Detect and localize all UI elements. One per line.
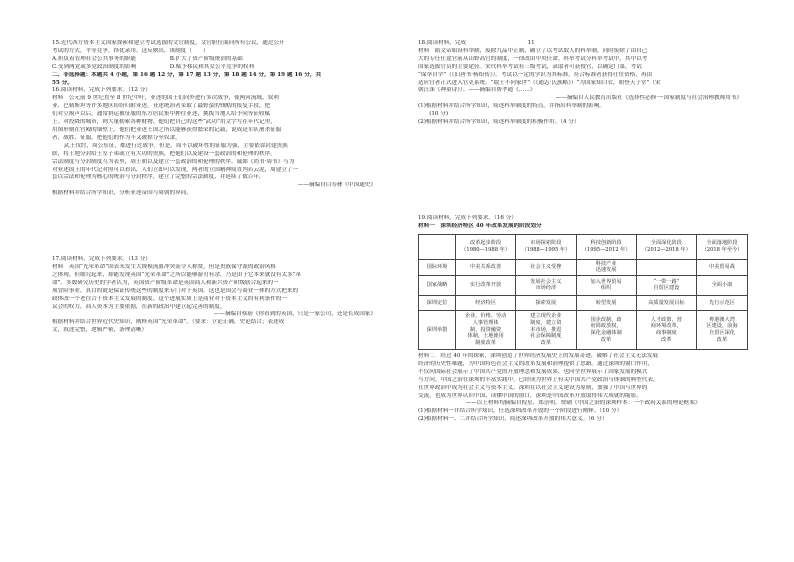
table-row xyxy=(419,310,748,349)
table-header-cell: 改革起步阶段 （1980—1988 年） xyxy=(456,234,516,259)
table-cell: 国家战略 xyxy=(419,275,456,295)
material-2-line: 材料二 经过 40 年的探索，深圳创造了世界经济发展史上的发展奇迹，破解了社会主义无法发展 xyxy=(418,352,659,359)
stages-table xyxy=(418,234,748,350)
q18-heading: 18.阅读材料，完成 11 xyxy=(418,40,535,46)
material-2-line: 在世界政治中成为社会主义与资本主义。深圳在以社会主义建设为原则，加强了中国与世界的 xyxy=(418,384,648,391)
table-cell xyxy=(636,259,696,275)
q16-material-line: 材料 公元前 9 世纪直至 8 世纪中叶，亚述的国王们向外进行多次战争，使两河流域、叙利 xyxy=(52,95,279,102)
q17-task-line: 文，叙述完整，逻辑严密，条理清晰） xyxy=(52,327,148,334)
q16-heading: 16.阅读材料，完成下列要求。（12 分） xyxy=(52,87,151,94)
table-header-cell xyxy=(419,234,456,259)
table-cell: 加入世界贸易 组织 xyxy=(576,275,636,295)
table-header-cell: 科技创新阶段 （1995—2012 年） xyxy=(576,234,636,259)
table-cell: 建立现代企业 制度，建立资 本市场，推进 社会保障制度 改革 xyxy=(516,310,576,349)
question-17 xyxy=(52,256,382,335)
q18-material-line: 朝汪洙《神童诗》）。——摘编自费孝通《……》 xyxy=(418,87,536,94)
q17-material-line: 议会的权力，商人资本为主要依据，在新的政治中建立起完善的制度。 xyxy=(52,303,226,310)
q17-material-line: 之体现。但细究起来，却能发现英国“光荣革命”之所以能够游刃有余，乃是由于它本来就没有太多“革 xyxy=(52,271,302,278)
table-cell: 国企改制，政 府简政放权， 深化金融体制 改革 xyxy=(576,310,636,349)
q16-material-line: 宗法制度与分封制度互为表里，周王朝以及建立一套政治的和伦理的秩序。诚如《尚书·周书》与为 xyxy=(52,158,295,165)
table-cell: 粤港澳大湾 区建设，前海 自贸区深化 改革 xyxy=(697,310,748,349)
table-row xyxy=(419,275,748,295)
table-row xyxy=(419,259,748,275)
q16-material-line: 联，将土地分封给王室子弟或立有大功的贵族，把他们以及建设一套政治的和伦理的秩序。 xyxy=(52,150,276,157)
table-cell: 转型发展 xyxy=(576,295,636,310)
table-cell: 中美贸易战 xyxy=(697,259,748,275)
q16-material-line: 用图形刻在宫殿的墙壁上。他们把亚述王国之所以能够获得繁荣的记载，说成是军队屠杀征服 xyxy=(52,126,282,133)
q15-option-line: A.担负着管理社会公共事务的职能 B.扩大了资产阶级统治的基础 xyxy=(52,55,243,62)
table-cell: 社会主义受挫 xyxy=(516,259,576,275)
q17-heading: 17.阅读材料，完成下列要求。（13 分） xyxy=(52,256,151,263)
question-18 xyxy=(418,40,748,127)
q17-material-line: 命”。多数研究历史的学者认为，英国资产阶级革命是英国商人和新兴资产阶级联合起来的一 xyxy=(52,279,279,286)
table-cell: “一带一路” 自贸区建设 xyxy=(636,275,696,295)
q15-line: 15.近代西方资本主义国家探索和建立考试选拔的文官制度，文官职位面向所有公民，通过公开 xyxy=(52,40,285,46)
table-cell: 高质量发展目标 xyxy=(636,295,696,310)
q18-material-line: “保举自学”（《旧唐书·杨绾传》）。考试以一定的学识为其标准，符合标准者获得仕宦资格，再由 xyxy=(418,71,653,78)
table-cell: 全面小康 xyxy=(697,275,748,295)
question-15 xyxy=(52,40,382,72)
material-2-line: 经济的历史性难题，为中国特色社会主义的改革发展和治理提供了思路。通过深圳的窗口作用， xyxy=(418,360,653,367)
q18-material-line: 适应官者正式进入官吏系统。“取士不问家世”（《通志·氏族略》）“为国家知白衣，朝登天子堂”（宋 xyxy=(418,79,661,86)
section-2-line: 55 分。 xyxy=(52,79,73,86)
q19-task-line: (1)根据材料一并结合所学知识，任选深圳改革开放的一个阶段进行阐释。（10 分） xyxy=(418,408,623,415)
q16-material-line: 武王伐纣，周公东征，都进行过战争。但是，周不以破坏性的征服为强，主要依靠封建贵族 xyxy=(64,142,288,149)
table-header-cell: 全面深化阶段 （2012—2018 年） xyxy=(636,234,696,259)
q18-task-line: (2)根据材料并结合所学知识，简述科举制度的积极作用。（4 分） xyxy=(418,119,580,126)
q17-source: ——摘编自蔡蔚《你看到的英国，只是一家公司，还是长成国家》 xyxy=(213,311,376,318)
table-header-cell: 市场探索阶段 （1988—1995 年） xyxy=(516,234,576,259)
table-cell: 中美关系改善 xyxy=(456,259,516,275)
material-2-line: 交流，也成为世界认识中国、读懂中国的窗口，深圳是中国改革开放取得伟大成就的缩影。 xyxy=(418,392,642,399)
table-caption: 材料一 深圳经济特区 40 年改革发展的阶段划分 xyxy=(418,222,542,229)
table-row xyxy=(419,295,748,310)
q17-task-line: 根据材料并结合世界近代史知识，阐释英国“光荣革命”。（要求：立论正确，史论结合；表述成 xyxy=(52,319,285,326)
q15-option-line: C.受到两党或多党政治制度的影响 D.赋予移民和其女公平竞争的权利 xyxy=(52,63,255,70)
table-cell: 深圳举措 xyxy=(419,310,456,349)
q18-task-line: (10 分) xyxy=(418,111,449,118)
q17-material-line: 材料 英国“光荣革命”固表未发生大规模流血冲突而令人称赞，但是贵族保守派的政治风格 xyxy=(52,264,276,271)
table-cell: 发展社会主义 市场经济 xyxy=(516,275,576,295)
material-2-line: 与方向。中国之治在深圳的丰富实践中，已经成为世界上有关中国共产党政治与体制的典型代表， xyxy=(418,376,659,383)
q16-task: 根据材料并结合所学知识，分析亚述帝国与周朝的异同。 xyxy=(52,190,192,197)
q16-material-line: 亚、巴勒斯坦等许多地区纷纷归附亚述。亚述统治者采取了最野蛮的残酷的报复手段，把 xyxy=(52,103,271,110)
table-header-row xyxy=(419,234,748,259)
q17-material-line: 项冒险事业，真目的就是保证传统这些的制度来专门对于英国，这也是国会与商业一体的方式把来的 xyxy=(52,287,299,294)
table-cell: 国际环境 xyxy=(419,259,456,275)
table-cell: 深圳定位 xyxy=(419,295,456,310)
material-2-line: 不仅向国际社会展示了中国共产党的开放理念和发展成果，也向全世界展示了国家发展的模式 xyxy=(418,368,648,375)
q18-material-line: 材料 隋文帝始设科举制，废除九品中正制，确立了以考试取人的科举制，同时废除了由自己 xyxy=(418,47,648,54)
table-cell: 企业、价格、劳动 人事管理体 制，投资融资 体制，土地使用 制度改革 xyxy=(456,310,516,349)
table-cell: 科技产业 迅速发展 xyxy=(576,259,636,275)
question-16 xyxy=(52,87,382,198)
q16-material-line: 套以宗法和伦理为核心的统治与分封秩序，建立了完整的宗法制度，并延续了数百年。 xyxy=(52,174,265,181)
table-cell: 先行示范区 xyxy=(697,295,748,310)
table-cell: 经济特区 xyxy=(456,295,516,310)
q18-material-line: 国家选拔官员的主要途径。宋代科举考试有三级考试，录取者可获授官，以确定门第，考试 xyxy=(418,63,642,70)
section-2-heading xyxy=(52,72,382,88)
right-column xyxy=(418,40,748,424)
q16-material-line: 者，战胜、征服，把他们的作为不又被掠夺至奴隶。 xyxy=(52,134,181,141)
q16-source: ——摘编自白寿彝《中国通史》 xyxy=(297,182,376,189)
q16-material-line: 们对立揭声以后，通常拼运被征服的东方居民集中押往亚述，挑拨当地人给予同等征收赋 xyxy=(52,111,271,118)
q19-heading: 19.阅读材料，完成下列要求。（16 分） xyxy=(418,214,517,221)
q18-task-line: (1)根据材料并结合所学知识，简述科举制度的特点。并指出科举制的影响。 xyxy=(418,103,605,110)
q17-material-line: 政体改一个老往合于资本主义发展的制度。这个进展实质上是商业对于资本主义的有利条件的一 xyxy=(52,295,287,302)
table-cell: 实行改革开放 xyxy=(456,275,516,295)
table-cell: 人才政策，营 商环境改革， 商事制度 改革 xyxy=(636,310,696,349)
material-2-source: ——以上材料均摘编自倪星、郑崇明、贾刷《中国之治的深圳样本：一个政府关系的理论框架》 xyxy=(465,400,701,407)
question-19 xyxy=(418,215,748,424)
q18-material-line: 大的专任仕途官前从山野高官的制度，一律改由中央任命。科举考试分科举考试中，其中以考 xyxy=(418,55,648,62)
left-column xyxy=(52,40,382,335)
q16-material-line: 对亚述国王的年代记对照可以看出，人们立即可以发现，两者的立国精神简直判若云泥，周建立了一 xyxy=(52,166,299,173)
table-header-cell: 全面落地阶段 （2018 年至今） xyxy=(697,234,748,259)
q15-line: 考试的方式，平等竞争，择优录用。这反映出，该制度（ ） xyxy=(52,47,209,54)
q19-task-line: (2)根据材料一、二并结合所学知识，简述深圳改革开放的伟大意义。（6 分） xyxy=(418,416,608,423)
table-cell: 探索发展 xyxy=(516,295,576,310)
q18-source: ——摘编自人民教育出版社《选择性必修一·国家制度与社会治理教师用书》 xyxy=(555,95,742,102)
section-2-line: 二、非选择题：本题共 4 小题，第 16 题 12 分，第 17 题 13 分，第 18 题 14 分，第 19 题 16 分，共 xyxy=(52,71,322,78)
q16-material-line: 上。对投降的城市，则大量勒索各种财物。他们把自己的这些“武功”用文字写在年代记里， xyxy=(52,119,276,126)
